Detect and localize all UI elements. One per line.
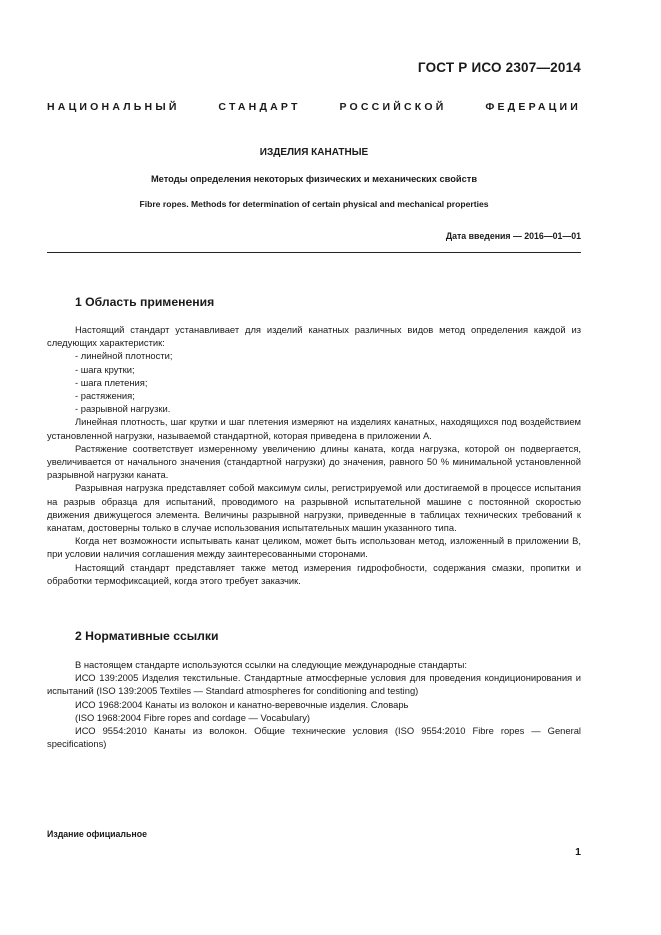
list-item: - шага плетения; [75,376,148,388]
paragraph: Растяжение соответствует измеренному увеличению длины каната, когда нагрузка, которой он подвергается, увеличивается от начального значения (стандартной нагрузки) до значения, равного 50 % минимальной установленной разрывной нагрузки каната. [47,442,581,481]
paragraph: Разрывная нагрузка представляет собой максимум силы, регистрируемой или достигаемой в процессе испытания на разрыв образца для испытаний, проводимого на разрывной испытательной машине с постоянной скоростью движения движущегося элемента. Величины разрывной нагрузки, приведенные в таблицах технических требований к канатам, достоверны только в случае использования испытательных машин указанного типа. [47,482,581,534]
reference-iso-139: ИСО 139:2005 Изделия текстильные. Стандартные атмосферные условия для проведения кондиционирования и испытаний (ISO 139:2005 Textiles — Standard atmospheres for conditioning and testing) [47,672,581,697]
document-number: ГОСТ Р ИСО 2307—2014 [417,60,581,75]
paragraph: В настоящем стандарте используются ссылки на следующие международные стандарты: [75,659,467,670]
page-number: 1 [575,846,581,858]
list-item: - растяжения; [75,390,135,402]
national-standard-banner: НАЦИОНАЛЬНЫЙ СТАНДАРТ РОССИЙСКОЙ ФЕДЕРАЦИИ [47,101,581,113]
section-1-heading: 1 Область применения [75,295,215,309]
reference-iso-1968-en: (ISO 1968:2004 Fibre ropes and cordage — Vocabulary) [75,711,311,723]
section-1-body [47,323,581,587]
paragraph: Настоящий стандарт представляет также метод измерения гидрофобности, содержания смазки, пропитки и обработки термофиксацией, когда этого требует заказчик. [47,561,581,586]
list-item: - шага крутки; [75,363,135,375]
reference-iso-9554: ИСО 9554:2010 Канаты из волокон. Общие технические условия (ISO 9554:2010 Fibre ropes — General specifications) [47,725,581,750]
list-item: - разрывной нагрузки. [75,403,171,415]
section-2-heading: 2 Нормативные ссылки [75,629,219,643]
reference-iso-1968: ИСО 1968:2004 Канаты из волокон и канатно-веревочные изделия. Словарь [75,698,409,710]
introduction-date: Дата введения — 2016—01—01 [445,231,581,241]
paragraph: Когда нет возможности испытывать канат целиком, может быть использован метод, изложенный в приложении В, при условии наличия соглашения между заинтересованными сторонами. [47,535,581,560]
header-divider [47,252,581,253]
paragraph: Линейная плотность, шаг крутки и шаг плетения измеряют на изделиях канатных, находящихся под воздействием установленной нагрузки, называемой стандартной, которая приведена в приложении А. [47,416,581,441]
document-subtitle-en: Fibre ropes. Methods for determination of certain physical and mechanical properties [139,199,489,209]
section-2-body [47,658,581,750]
document-subtitle-ru: Методы определения некоторых физических и механических свойств [150,174,478,184]
official-edition-label: Издание официальное [47,829,147,839]
document-title: ИЗДЕЛИЯ КАНАТНЫЕ [259,147,369,158]
list-item: - линейной плотности; [75,350,173,362]
section-1-intro: Настоящий стандарт устанавливает для изделий канатных различных видов метод определения каждой из следующих характеристик: [47,324,581,349]
